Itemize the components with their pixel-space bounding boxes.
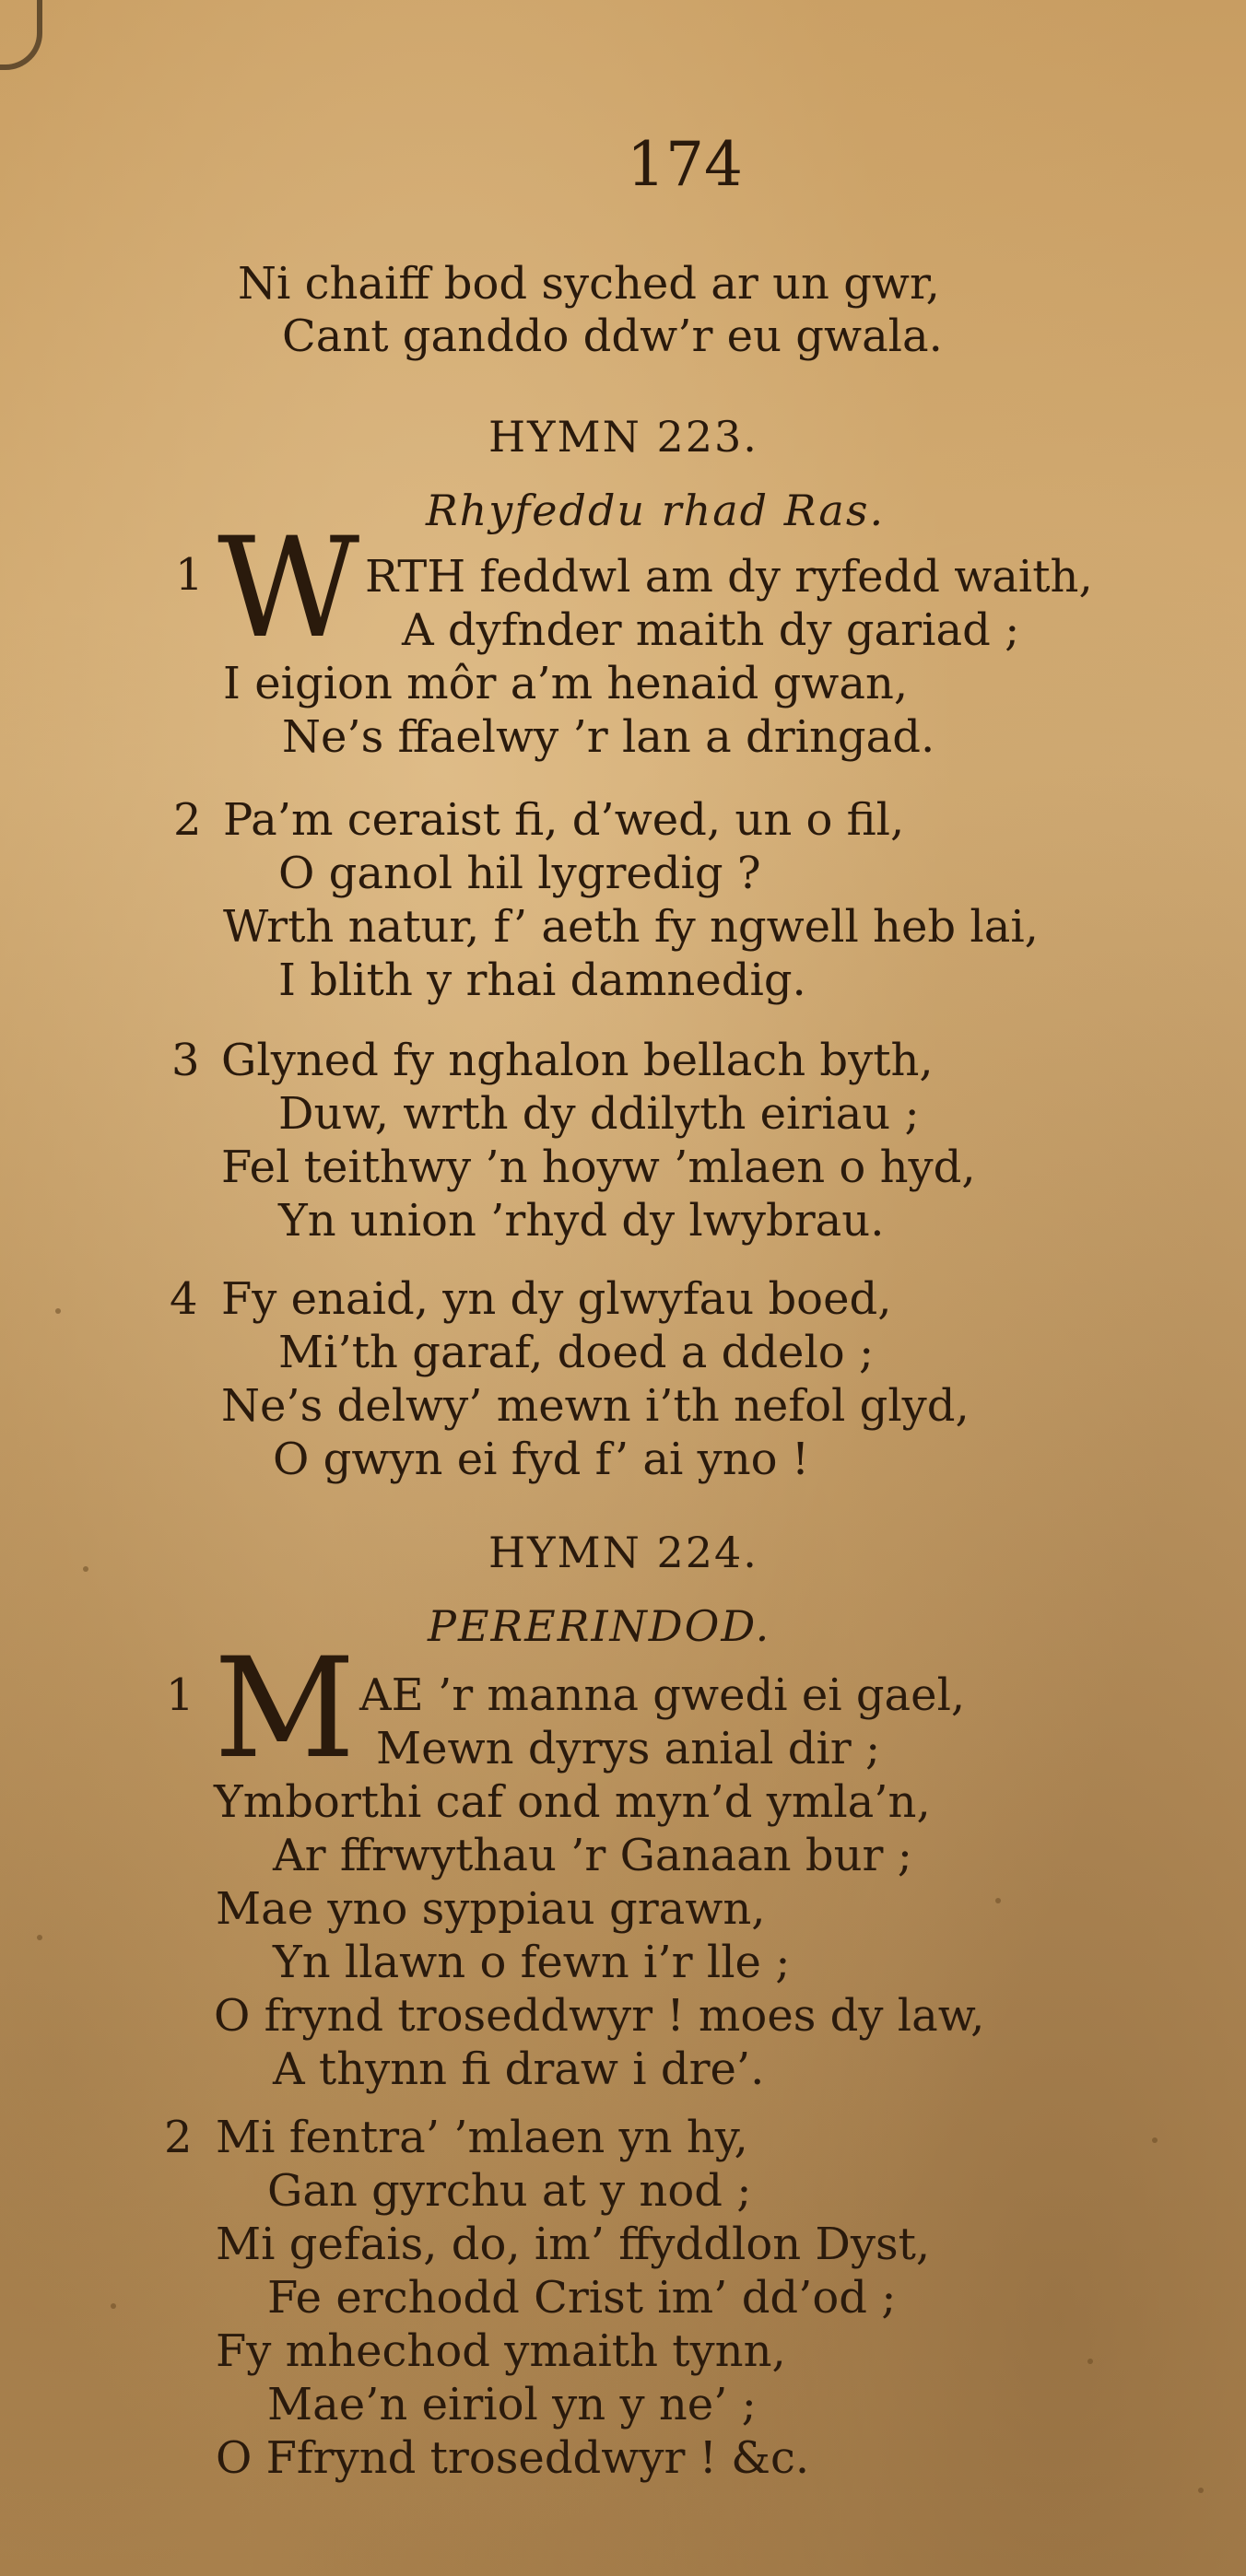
- hymn-subtitle: Rhyfeddu rhad Ras.: [426, 486, 886, 535]
- foxing-speck: [111, 2303, 116, 2309]
- hymn-title: HYMN 224.: [488, 1528, 758, 1577]
- text-line: Wrth natur, f’ aeth fy ngwell heb lai,: [223, 901, 1039, 953]
- text-line: Duw, wrth dy ddilyth eiriau ;: [278, 1088, 920, 1140]
- foxing-speck: [1087, 2359, 1093, 2364]
- text-line: A dyfnder maith dy gariad ;: [402, 604, 1020, 656]
- text-line: Ne’s ffaelwy ’r lan a dringad.: [282, 711, 935, 763]
- text-line: AE ’r manna gwedi ei gael,: [359, 1669, 966, 1721]
- page-corner-mark: [0, 0, 42, 70]
- text-line: Mae yno syppiau grawn,: [216, 1883, 766, 1935]
- hymn-subtitle: PERERINDOD.: [428, 1601, 771, 1651]
- verse-number: 4: [170, 1273, 198, 1325]
- drop-cap: M: [214, 1629, 356, 1789]
- text-line: A thynn fi draw i dre’.: [273, 2043, 765, 2095]
- verse-number: 2: [164, 2112, 193, 2163]
- text-line: Glyned fy nghalon bellach byth,: [221, 1035, 934, 1086]
- text-line: I blith y rhai damnedig.: [278, 954, 806, 1006]
- text-line: Fy enaid, yn dy glwyfau boed,: [221, 1273, 892, 1325]
- text-line: Mae’n eiriol yn y ne’ ;: [267, 2379, 757, 2430]
- text-line: Pa’m ceraist fi, d’wed, un o fil,: [223, 794, 905, 846]
- text-line: O Ffrynd troseddwyr ! &c.: [216, 2432, 810, 2484]
- text-line: Fel teithwy ’n hoyw ’mlaen o hyd,: [221, 1142, 976, 1193]
- text-line: Yn union ’rhyd dy lwybrau.: [278, 1195, 885, 1247]
- page-number: 174: [627, 129, 743, 200]
- text-line: Mi gefais, do, im’ ffyddlon Dyst,: [216, 2219, 931, 2270]
- verse-number: 1: [175, 549, 204, 601]
- verse-number: 2: [173, 794, 202, 846]
- text-line: Ne’s delwy’ mewn i’th nefol glyd,: [221, 1380, 970, 1432]
- text-line: Ar ffrwythau ’r Ganaan bur ;: [273, 1830, 912, 1881]
- text-line: Mewn dyrys anial dir ;: [376, 1723, 881, 1774]
- drop-cap: W: [217, 509, 360, 669]
- text-line: O frynd troseddwyr ! moes dy law,: [214, 1990, 985, 2042]
- text-line: O gwyn ei fyd f’ ai yno !: [273, 1434, 810, 1485]
- foxing-speck: [83, 1566, 88, 1572]
- verse-number: 1: [166, 1669, 194, 1721]
- text-line: Fy mhechod ymaith tynn,: [216, 2325, 786, 2377]
- text-line: Mi’th garaf, doed a ddelo ;: [278, 1327, 875, 1378]
- foxing-speck: [1152, 2137, 1158, 2143]
- text-line: Ni chaiff bod syched ar un gwr,: [238, 258, 940, 310]
- text-line: Fe erchodd Crist im’ dd’od ;: [267, 2272, 897, 2324]
- hymn-title: HYMN 223.: [488, 412, 758, 462]
- text-line: Yn llawn o fewn i’r lle ;: [273, 1937, 791, 1988]
- foxing-speck: [995, 1898, 1001, 1903]
- text-line: RTH feddwl am dy ryfedd waith,: [365, 551, 1093, 603]
- foxing-speck: [37, 1935, 42, 1940]
- text-line: O ganol hil lygredig ?: [278, 848, 761, 899]
- text-line: Mi fentra’ ’mlaen yn hy,: [216, 2112, 748, 2163]
- verse-number: 3: [171, 1035, 200, 1086]
- text-line: Gan gyrchu at y nod ;: [267, 2165, 752, 2217]
- text-line: I eigion môr a’m henaid gwan,: [223, 658, 909, 709]
- text-line: Ymborthi caf ond myn’d ymla’n,: [214, 1776, 931, 1828]
- text-line: Cant ganddo ddw’r eu gwala.: [282, 310, 943, 362]
- foxing-speck: [1198, 2488, 1204, 2493]
- foxing-speck: [55, 1308, 61, 1314]
